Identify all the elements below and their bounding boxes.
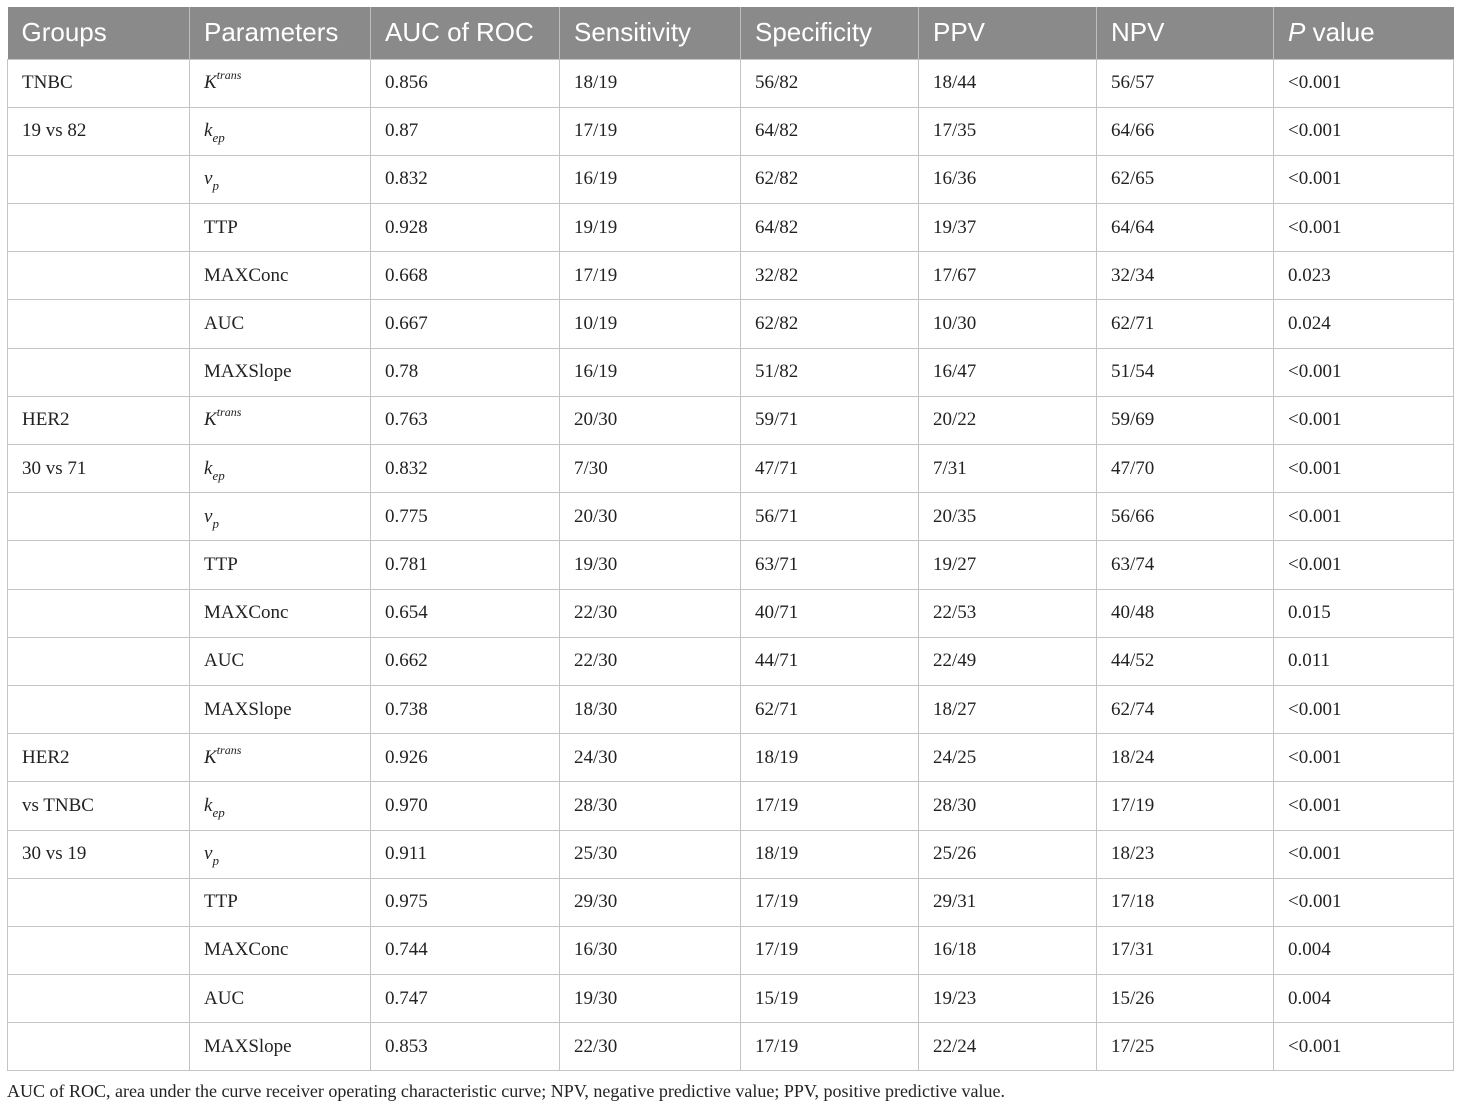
cell-p-value: <0.001 bbox=[1274, 541, 1454, 589]
cell-p-value: <0.001 bbox=[1274, 107, 1454, 155]
header-specificity: Specificity bbox=[741, 7, 919, 59]
cell-parameter bbox=[190, 396, 371, 444]
cell-p-value: <0.001 bbox=[1274, 1023, 1454, 1071]
cell-npv: 62/74 bbox=[1097, 685, 1274, 733]
cell-ppv: 17/67 bbox=[919, 252, 1097, 300]
cell-group: TNBC bbox=[8, 59, 190, 107]
parameter-subscript: p bbox=[212, 515, 219, 531]
cell-auc-of-roc: 0.738 bbox=[371, 685, 560, 733]
parameter-subscript: ep bbox=[212, 130, 225, 146]
cell-ppv: 25/26 bbox=[919, 830, 1097, 878]
cell-p-value: <0.001 bbox=[1274, 445, 1454, 493]
cell-group bbox=[8, 348, 190, 396]
parameter-symbol: k bbox=[204, 794, 213, 816]
cell-group: vs TNBC bbox=[8, 782, 190, 830]
cell-sensitivity: 25/30 bbox=[560, 830, 741, 878]
parameter-symbol: MAXConc bbox=[204, 602, 289, 624]
cell-sensitivity: 22/30 bbox=[560, 1023, 741, 1071]
parameter-symbol: v bbox=[204, 168, 213, 190]
parameter-symbol: MAXConc bbox=[204, 939, 289, 961]
cell-npv: 18/24 bbox=[1097, 734, 1274, 782]
cell-group bbox=[8, 685, 190, 733]
table-row bbox=[8, 1023, 1454, 1071]
cell-specificity: 17/19 bbox=[741, 878, 919, 926]
cell-npv: 17/31 bbox=[1097, 926, 1274, 974]
cell-auc-of-roc: 0.667 bbox=[371, 300, 560, 348]
cell-specificity: 64/82 bbox=[741, 107, 919, 155]
header-sensitivity: Sensitivity bbox=[560, 7, 741, 59]
table-row bbox=[8, 926, 1454, 974]
cell-specificity: 17/19 bbox=[741, 926, 919, 974]
cell-p-value: <0.001 bbox=[1274, 782, 1454, 830]
cell-specificity: 62/71 bbox=[741, 685, 919, 733]
cell-specificity: 47/71 bbox=[741, 445, 919, 493]
cell-parameter bbox=[190, 975, 371, 1023]
cell-auc-of-roc: 0.853 bbox=[371, 1023, 560, 1071]
parameter-superscript: trans bbox=[216, 405, 242, 420]
parameter-symbol: v bbox=[204, 843, 213, 865]
cell-parameter bbox=[190, 734, 371, 782]
cell-auc-of-roc: 0.928 bbox=[371, 204, 560, 252]
cell-specificity: 44/71 bbox=[741, 637, 919, 685]
cell-p-value: <0.001 bbox=[1274, 830, 1454, 878]
cell-p-value: 0.024 bbox=[1274, 300, 1454, 348]
table-row bbox=[8, 975, 1454, 1023]
cell-specificity: 51/82 bbox=[741, 348, 919, 396]
cell-specificity: 17/19 bbox=[741, 1023, 919, 1071]
parameter-superscript: trans bbox=[216, 742, 242, 757]
cell-auc-of-roc: 0.662 bbox=[371, 637, 560, 685]
cell-ppv: 20/22 bbox=[919, 396, 1097, 444]
cell-sensitivity: 29/30 bbox=[560, 878, 741, 926]
cell-specificity: 56/71 bbox=[741, 493, 919, 541]
table-row bbox=[8, 445, 1454, 493]
cell-parameter bbox=[190, 59, 371, 107]
results-table-container bbox=[7, 7, 1453, 1071]
cell-parameter bbox=[190, 878, 371, 926]
cell-sensitivity: 17/19 bbox=[560, 107, 741, 155]
table-row bbox=[8, 734, 1454, 782]
table-row bbox=[8, 300, 1454, 348]
cell-group: HER2 bbox=[8, 734, 190, 782]
cell-sensitivity: 28/30 bbox=[560, 782, 741, 830]
cell-specificity: 63/71 bbox=[741, 541, 919, 589]
cell-group bbox=[8, 252, 190, 300]
parameter-symbol: k bbox=[204, 120, 213, 142]
table-row bbox=[8, 204, 1454, 252]
cell-specificity: 15/19 bbox=[741, 975, 919, 1023]
parameter-subscript: p bbox=[212, 178, 219, 194]
cell-parameter bbox=[190, 926, 371, 974]
cell-group bbox=[8, 589, 190, 637]
cell-npv: 62/65 bbox=[1097, 155, 1274, 203]
table-row bbox=[8, 252, 1454, 300]
parameter-symbol: TTP bbox=[204, 891, 238, 913]
cell-ppv: 22/24 bbox=[919, 1023, 1097, 1071]
cell-sensitivity: 10/19 bbox=[560, 300, 741, 348]
cell-p-value: <0.001 bbox=[1274, 59, 1454, 107]
parameter-symbol: TTP bbox=[204, 216, 238, 238]
cell-p-value: 0.004 bbox=[1274, 926, 1454, 974]
table-row bbox=[8, 155, 1454, 203]
cell-specificity: 17/19 bbox=[741, 782, 919, 830]
cell-parameter bbox=[190, 107, 371, 155]
cell-auc-of-roc: 0.668 bbox=[371, 252, 560, 300]
cell-sensitivity: 19/19 bbox=[560, 204, 741, 252]
parameter-symbol: MAXConc bbox=[204, 264, 289, 286]
table-row bbox=[8, 830, 1454, 878]
cell-p-value: 0.023 bbox=[1274, 252, 1454, 300]
cell-p-value: <0.001 bbox=[1274, 155, 1454, 203]
cell-ppv: 28/30 bbox=[919, 782, 1097, 830]
cell-sensitivity: 16/30 bbox=[560, 926, 741, 974]
cell-group bbox=[8, 637, 190, 685]
cell-ppv: 18/44 bbox=[919, 59, 1097, 107]
cell-npv: 32/34 bbox=[1097, 252, 1274, 300]
cell-ppv: 16/36 bbox=[919, 155, 1097, 203]
cell-ppv: 29/31 bbox=[919, 878, 1097, 926]
cell-auc-of-roc: 0.78 bbox=[371, 348, 560, 396]
cell-auc-of-roc: 0.856 bbox=[371, 59, 560, 107]
table-row bbox=[8, 493, 1454, 541]
cell-ppv: 22/53 bbox=[919, 589, 1097, 637]
results-table bbox=[7, 7, 1454, 1071]
header-p-value bbox=[1274, 7, 1454, 59]
cell-auc-of-roc: 0.654 bbox=[371, 589, 560, 637]
cell-auc-of-roc: 0.763 bbox=[371, 396, 560, 444]
cell-group bbox=[8, 493, 190, 541]
parameter-symbol: MAXSlope bbox=[204, 361, 292, 383]
cell-p-value: <0.001 bbox=[1274, 878, 1454, 926]
cell-ppv: 19/23 bbox=[919, 975, 1097, 1023]
table-body bbox=[8, 59, 1454, 1071]
cell-npv: 63/74 bbox=[1097, 541, 1274, 589]
parameter-subscript: ep bbox=[212, 804, 225, 820]
cell-auc-of-roc: 0.87 bbox=[371, 107, 560, 155]
cell-auc-of-roc: 0.975 bbox=[371, 878, 560, 926]
parameter-symbol: k bbox=[204, 457, 213, 479]
parameter-symbol: AUC bbox=[204, 987, 245, 1009]
cell-npv: 44/52 bbox=[1097, 637, 1274, 685]
cell-group bbox=[8, 878, 190, 926]
cell-group bbox=[8, 541, 190, 589]
table-row bbox=[8, 348, 1454, 396]
cell-specificity: 56/82 bbox=[741, 59, 919, 107]
cell-npv: 62/71 bbox=[1097, 300, 1274, 348]
cell-npv: 40/48 bbox=[1097, 589, 1274, 637]
cell-parameter bbox=[190, 155, 371, 203]
cell-specificity: 62/82 bbox=[741, 300, 919, 348]
cell-sensitivity: 18/30 bbox=[560, 685, 741, 733]
cell-parameter bbox=[190, 685, 371, 733]
cell-ppv: 24/25 bbox=[919, 734, 1097, 782]
cell-parameter bbox=[190, 204, 371, 252]
table-row bbox=[8, 878, 1454, 926]
table-row bbox=[8, 541, 1454, 589]
cell-auc-of-roc: 0.775 bbox=[371, 493, 560, 541]
cell-parameter bbox=[190, 830, 371, 878]
cell-auc-of-roc: 0.911 bbox=[371, 830, 560, 878]
cell-auc-of-roc: 0.744 bbox=[371, 926, 560, 974]
cell-p-value: <0.001 bbox=[1274, 734, 1454, 782]
header-ppv: PPV bbox=[919, 7, 1097, 59]
cell-ppv: 16/47 bbox=[919, 348, 1097, 396]
cell-sensitivity: 16/19 bbox=[560, 348, 741, 396]
cell-ppv: 10/30 bbox=[919, 300, 1097, 348]
cell-sensitivity: 17/19 bbox=[560, 252, 741, 300]
cell-specificity: 59/71 bbox=[741, 396, 919, 444]
parameter-symbol: K bbox=[204, 746, 217, 768]
cell-p-value: 0.011 bbox=[1274, 637, 1454, 685]
table-footnote: AUC of ROC, area under the curve receiver operating characteristic curve; NPV, negative predictive value; PPV, positive predictive value. bbox=[7, 1081, 1005, 1101]
header-p-rest: value bbox=[1305, 17, 1375, 48]
cell-npv: 15/26 bbox=[1097, 975, 1274, 1023]
table-row bbox=[8, 396, 1454, 444]
table-row bbox=[8, 685, 1454, 733]
cell-sensitivity: 7/30 bbox=[560, 445, 741, 493]
cell-auc-of-roc: 0.832 bbox=[371, 445, 560, 493]
cell-auc-of-roc: 0.970 bbox=[371, 782, 560, 830]
cell-ppv: 16/18 bbox=[919, 926, 1097, 974]
table-row bbox=[8, 107, 1454, 155]
cell-npv: 59/69 bbox=[1097, 396, 1274, 444]
cell-group bbox=[8, 300, 190, 348]
cell-parameter bbox=[190, 300, 371, 348]
cell-auc-of-roc: 0.926 bbox=[371, 734, 560, 782]
cell-group bbox=[8, 155, 190, 203]
cell-ppv: 19/27 bbox=[919, 541, 1097, 589]
cell-ppv: 17/35 bbox=[919, 107, 1097, 155]
table-row bbox=[8, 637, 1454, 685]
cell-ppv: 7/31 bbox=[919, 445, 1097, 493]
cell-specificity: 62/82 bbox=[741, 155, 919, 203]
cell-sensitivity: 22/30 bbox=[560, 589, 741, 637]
cell-ppv: 19/37 bbox=[919, 204, 1097, 252]
cell-parameter bbox=[190, 637, 371, 685]
cell-npv: 18/23 bbox=[1097, 830, 1274, 878]
cell-parameter bbox=[190, 541, 371, 589]
header-npv: NPV bbox=[1097, 7, 1274, 59]
header-row bbox=[8, 7, 1454, 59]
cell-npv: 64/66 bbox=[1097, 107, 1274, 155]
cell-sensitivity: 16/19 bbox=[560, 155, 741, 203]
cell-group: HER2 bbox=[8, 396, 190, 444]
cell-npv: 17/19 bbox=[1097, 782, 1274, 830]
parameter-symbol: TTP bbox=[204, 553, 238, 575]
header-parameters: Parameters bbox=[190, 7, 371, 59]
cell-parameter bbox=[190, 493, 371, 541]
parameter-symbol: MAXSlope bbox=[204, 1035, 292, 1057]
table-header bbox=[8, 7, 1454, 59]
cell-auc-of-roc: 0.832 bbox=[371, 155, 560, 203]
cell-group: 19 vs 82 bbox=[8, 107, 190, 155]
parameter-symbol: K bbox=[204, 409, 217, 431]
cell-parameter bbox=[190, 252, 371, 300]
parameter-symbol: AUC bbox=[204, 313, 245, 335]
cell-sensitivity: 19/30 bbox=[560, 975, 741, 1023]
parameter-symbol: v bbox=[204, 505, 213, 527]
cell-parameter bbox=[190, 1023, 371, 1071]
cell-npv: 47/70 bbox=[1097, 445, 1274, 493]
cell-sensitivity: 20/30 bbox=[560, 493, 741, 541]
cell-group bbox=[8, 975, 190, 1023]
cell-npv: 56/66 bbox=[1097, 493, 1274, 541]
parameter-symbol: K bbox=[204, 72, 217, 94]
cell-specificity: 40/71 bbox=[741, 589, 919, 637]
cell-npv: 51/54 bbox=[1097, 348, 1274, 396]
cell-group bbox=[8, 1023, 190, 1071]
header-groups: Groups bbox=[8, 7, 190, 59]
cell-p-value: <0.001 bbox=[1274, 204, 1454, 252]
cell-ppv: 18/27 bbox=[919, 685, 1097, 733]
parameter-subscript: p bbox=[212, 853, 219, 869]
cell-specificity: 18/19 bbox=[741, 734, 919, 782]
cell-parameter bbox=[190, 782, 371, 830]
header-p-italic: P bbox=[1288, 17, 1306, 48]
cell-parameter bbox=[190, 348, 371, 396]
cell-p-value: 0.004 bbox=[1274, 975, 1454, 1023]
cell-npv: 17/18 bbox=[1097, 878, 1274, 926]
cell-ppv: 22/49 bbox=[919, 637, 1097, 685]
cell-sensitivity: 19/30 bbox=[560, 541, 741, 589]
parameter-superscript: trans bbox=[216, 68, 242, 83]
cell-specificity: 18/19 bbox=[741, 830, 919, 878]
cell-sensitivity: 22/30 bbox=[560, 637, 741, 685]
cell-npv: 56/57 bbox=[1097, 59, 1274, 107]
cell-parameter bbox=[190, 445, 371, 493]
cell-p-value: <0.001 bbox=[1274, 348, 1454, 396]
cell-group: 30 vs 19 bbox=[8, 830, 190, 878]
cell-npv: 17/25 bbox=[1097, 1023, 1274, 1071]
cell-p-value: 0.015 bbox=[1274, 589, 1454, 637]
cell-p-value: <0.001 bbox=[1274, 685, 1454, 733]
cell-specificity: 32/82 bbox=[741, 252, 919, 300]
cell-group bbox=[8, 204, 190, 252]
table-row bbox=[8, 782, 1454, 830]
header-auc-of-roc: AUC of ROC bbox=[371, 7, 560, 59]
table-row bbox=[8, 589, 1454, 637]
table-row bbox=[8, 59, 1454, 107]
cell-auc-of-roc: 0.781 bbox=[371, 541, 560, 589]
cell-p-value: <0.001 bbox=[1274, 493, 1454, 541]
cell-ppv: 20/35 bbox=[919, 493, 1097, 541]
cell-sensitivity: 18/19 bbox=[560, 59, 741, 107]
cell-parameter bbox=[190, 589, 371, 637]
cell-npv: 64/64 bbox=[1097, 204, 1274, 252]
parameter-symbol: MAXSlope bbox=[204, 698, 292, 720]
cell-sensitivity: 20/30 bbox=[560, 396, 741, 444]
cell-group: 30 vs 71 bbox=[8, 445, 190, 493]
parameter-subscript: ep bbox=[212, 467, 225, 483]
cell-auc-of-roc: 0.747 bbox=[371, 975, 560, 1023]
cell-specificity: 64/82 bbox=[741, 204, 919, 252]
cell-p-value: <0.001 bbox=[1274, 396, 1454, 444]
parameter-symbol: AUC bbox=[204, 650, 245, 672]
cell-group bbox=[8, 926, 190, 974]
cell-sensitivity: 24/30 bbox=[560, 734, 741, 782]
